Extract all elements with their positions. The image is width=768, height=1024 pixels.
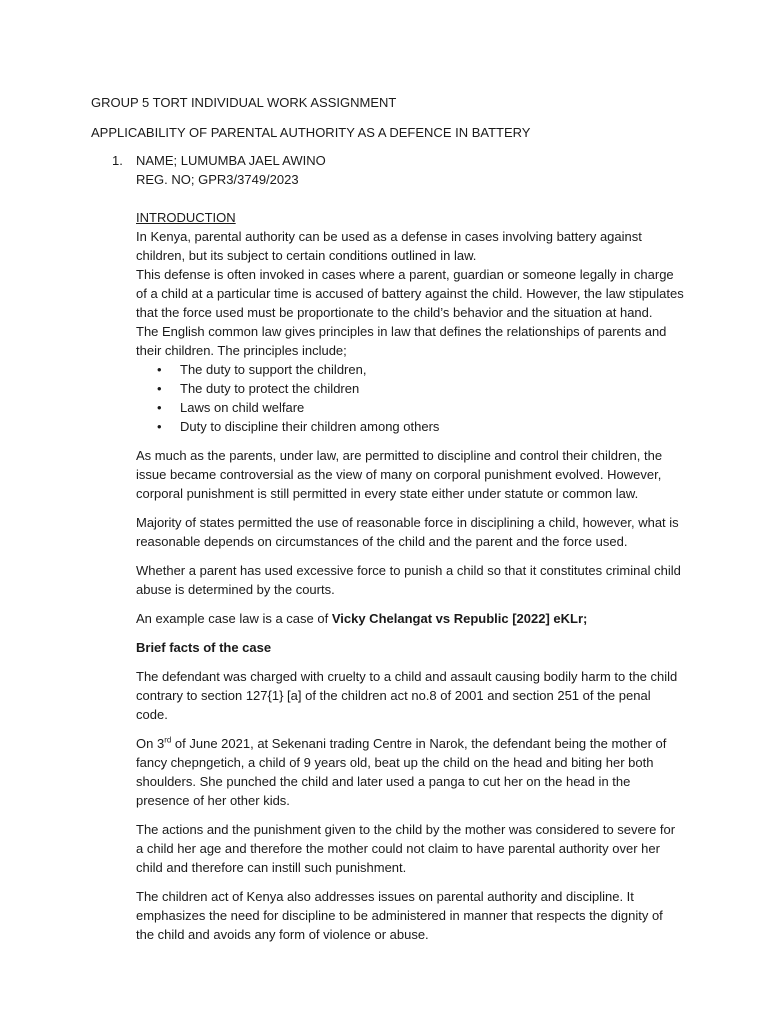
case-name: Vicky Chelangat vs Republic [2022] eKLr; — [331, 611, 588, 626]
paragraph: Whether a parent has used excessive force to punish a child so that it constitutes criminal child abuse is determined by the courts. — [136, 563, 681, 597]
bullet-icon: • — [157, 381, 162, 396]
assignment-topic: APPLICABILITY OF PARENTAL AUTHORITY AS A DEFENCE IN BATTERY — [91, 125, 531, 140]
paragraph: The English common law gives principles in law that defines the relationships of parents and their children. The principles include; — [136, 324, 667, 358]
registration-number: REG. NO; GPR3/3749/2023 — [136, 172, 299, 187]
list-item: • The duty to protect the children — [157, 381, 360, 396]
paragraph: This defense is often invoked in cases where a parent, guardian or someone legally in charge of a child at a particular time is accused of battery against the child. However, the law stipulates that the force used must be proportionate to the child’s behavior and the situation at hand. — [136, 267, 684, 320]
bullet-icon: • — [157, 400, 162, 415]
list-item: • The duty to support the children, — [157, 362, 367, 377]
document-body — [136, 208, 684, 954]
bullet-icon: • — [157, 419, 162, 434]
paragraph: The children act of Kenya also addresses issues on parental authority and discipline. It emphasizes the need for discipline to be administered in manner that respects the dignity of the child and avoids any form of violence or abuse. — [136, 889, 663, 942]
list-number: 1. — [112, 153, 123, 168]
case-reference: An example case law is a case of Vicky Chelangat vs Republic [2022] eKLr; — [136, 611, 588, 626]
paragraph: The defendant was charged with cruelty to a child and assault causing bodily harm to the child contrary to section 127{1} [a] of the children act no.8 of 2001 and section 251 of the penal code. — [136, 669, 678, 722]
list-item: • Duty to discipline their children among others — [157, 419, 440, 434]
paragraph: As much as the parents, under law, are permitted to discipline and control their children, the issue became controversial as the view of many on corporal punishment evolved. However, corporal punishment is still permitted in every state either under statute or common law. — [136, 448, 663, 501]
paragraph: In Kenya, parental authority can be used as a defense in cases involving battery against children, but its subject to certain conditions outlined in law. — [136, 229, 642, 263]
bullet-icon: • — [157, 362, 162, 377]
paragraph: On 3rd of June 2021, at Sekenani trading Centre in Narok, the defendant being the mother of fancy chepngetich, a child of 9 years old, beat up the child on the head and biting her both shoulders. She punched the child and later used a panga to cut her on the head in the presence of her other kids. — [136, 735, 667, 808]
student-identity — [136, 151, 326, 189]
student-name: NAME; LUMUMBA JAEL AWINO — [136, 153, 326, 168]
paragraph: Majority of states permitted the use of reasonable force in disciplining a child, however, what is reasonable depends on circumstances of the child and the parent and the force used. — [136, 515, 679, 549]
assignment-title: GROUP 5 TORT INDIVIDUAL WORK ASSIGNMENT — [91, 95, 397, 110]
paragraph: The actions and the punishment given to the child by the mother was considered to severe for a child her age and therefore the mother could not claim to have parental authority over her child and therefore can instill such punishment. — [136, 822, 676, 875]
introduction-heading: INTRODUCTION — [136, 210, 236, 225]
list-item: • Laws on child welfare — [157, 400, 305, 415]
principles-list — [136, 360, 684, 436]
facts-heading: Brief facts of the case — [136, 640, 272, 655]
